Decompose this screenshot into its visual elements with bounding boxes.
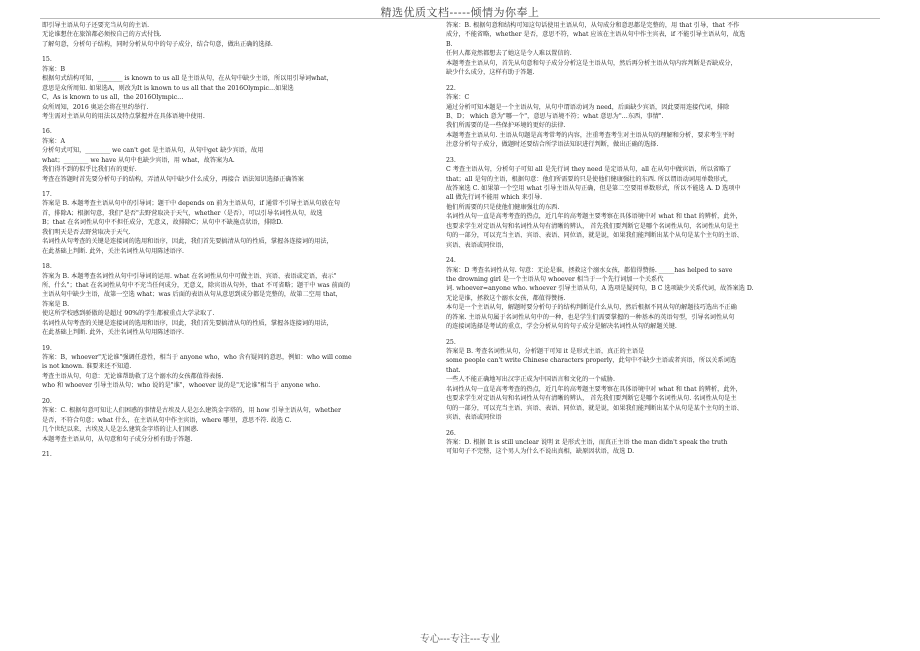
text-line: what；________ we have 从句中也缺少宾语，用 what，故答案为A. [42,156,235,164]
text-line: 也要求学生对定语从句和名词性从句有清晰的辨认， 首先我们要判断它是哪个名词性从句. 名词性从句是主 [446,395,737,403]
text-line: 本句是一个主语从句，解题时要分析句子的结构判断是什么从句，然后根据不同从句的解题技巧选出不正确 [446,304,737,312]
text-line: 答案是 B. 本题考查主语从句中的引导词；题干中 depends on 前为主语从句，if 通常不引导主语从句放在句 [42,200,340,208]
text-line: 宾语、表语或同位语 [446,414,502,422]
text-line: 21. [42,450,52,458]
text-line: 使这所学校感到骄傲的是超过 90%的学生都被重点大学录取了. [42,310,215,318]
text-line: 24. [446,257,456,265]
text-line: 我们明天是否去野营取决于天气. [42,228,131,236]
header-divider [40,18,880,19]
text-line: 本题考查主语从句，从句意和句子成分分析有助于答题. [42,435,193,443]
text-line: 注意分析句子成分，做题时还要结合所学语法知识进行判断，做出正确的选择. [446,141,659,149]
text-line: B. [446,40,453,48]
text-line: C 考查主语从句，分析句子可知 all 是先行词 they need 是定语从句，all 在从句中做宾语，所以省略了 [446,166,732,174]
text-line: the drowning girl 是一个主语从句 whoever 相当于一个先行词加一个关系代 [446,275,664,283]
text-line: 16. [42,128,52,136]
text-line: 名词性从句考查的关键是连接词的选用和语序，因此，我们首先要搞清从句的性质，掌握各连接词的用法， [42,319,333,327]
text-line: 19. [42,344,52,352]
text-line: that. [446,366,461,374]
text-line: 根据句式结构可知，________ is known to us all 是主语从句，在从句中缺少主语，所以用引导词what， [42,75,333,83]
text-line: 答案：B，whoever"无论谁"强调任意性，相当于 anyone who，who 含有疑问的意思，例如：who will come [42,354,352,361]
text-line: who 和 whoever 引导主语从句；who 说的是"谁"，whoever 说的是"无论谁"相当于 anyone who. [42,382,321,390]
text-line: 在此基础上判断. 此外，关注名词性从句用陈述语序. [42,329,185,337]
text-line: B、D； which 意为"哪一个"，意思与语境不符；what 意思为"…东西，事情". [446,112,664,120]
text-line: 无论谁想住在旅馆都必须按自己的方式付钱. [42,31,162,39]
left-column [42,21,452,459]
text-line: 主语从句中缺少主语，故第一空选 what；was 后面的表语从句从意思到成分都是完整的，故第二空用 that， [42,291,342,299]
text-line: 25. [446,338,456,346]
text-line: 故答案选 C. 如果第一个空用 what 引导主语从句正确，但是第二空要用单数形式，所以不能选 A. D 选项中 [446,185,741,192]
text-line: 23. [446,156,456,164]
text-line: 名词性从句一直是高考考查的热点，近几年的高考题主要考察在具体语境中对 what 和 that 的辨析，此外， [446,385,742,393]
text-line: 的答案. 主语从句属于名词性从句中的一种，也是学生们需要掌握的一种基本的英语句型，引导名词性从句 [446,313,735,321]
text-line: 答案：D. 根据 It is still unclear 说明 it 是形式主语，而真正主语 the man didn't speak the truth [446,438,728,446]
text-line: 在此基础上判断. 此外，关注名词性从句用陈述语序. [42,247,185,255]
page-footer: 专心---专注---专业 [419,634,501,645]
text-line: 我们得不到的似乎比我们有的更好. [42,166,137,174]
text-line: 考生需对主语从句的用法以及特点掌握并在具体语境中使用. [42,112,205,120]
text-line: 15. [42,56,52,64]
text-line: that；all 是句的主语，根据句意：他们所需要的只是使他们健康强壮的东西. 所以谓语动词用单数形式， [446,175,733,183]
text-line: 17. [42,191,52,198]
text-line: C，As is known to us all，the 2016Olympic… [42,94,184,102]
text-line: 可知句子不完整，这个男人为什么不说出真相，缺原因状语，故选 D. [446,448,635,456]
text-line: 几个世纪以来，古埃及人是怎么建筑金字塔的让人们困惑. [42,426,199,434]
text-line: 意思是众所周知. 如果选A，则改为It is known to us all that the 2016Olympic…如果选 [42,84,294,92]
right-column [446,21,856,457]
text-line: 通过分析可知本题是一个主语从句，从句中谓语动词为 need，后面缺少宾语，因此要用连接代词，排除 [446,103,730,111]
text-line: 任何人都竟然都想去了她这是令人难以置信的. [446,50,572,58]
text-line: 本题考查主语从句，首先从句意和句子成分分析这是主语从句，然后再分析主语从句内容判断是否缺成分， [446,59,737,67]
text-line: 本题考查主语从句. 主语从句题是高考常考的内容，注重考查考生对主语从句的理解和分析，要求考生平时 [446,131,735,139]
text-line: 答案：A [42,137,66,145]
text-line: 一些人不能正确地写出汉字正成为中国语言和文化的一个威胁. [446,376,616,384]
text-line: 名词性从句考查的关键是连接词的选用和语序，因此，我们首先要搞清从句的性质，掌握各连接词的用法， [42,238,333,246]
page-header: 精选优质文档-----倾情为你奉上 [380,6,540,19]
text-line: 成分，不能省略，whether 是否，意思不符，what 应该在主语从句中作主宾表，if 不能引导主语从句，故选 [446,31,746,39]
text-line: 的连接词选择是考试的重点，学会分析从句的句子成分是解决名词性从句的解题关键. [446,323,677,331]
text-line: 分析句式可知，________ we can't get 是主语从句，从句中get 缺少宾语，故用 [42,147,264,155]
text-line: 我们所需要的是一些保护环境的更好的法律. [446,122,566,130]
text-line: 众所周知，2016 奥运会将在里约举行. [42,103,149,111]
text-line: 所、什么"；that 在名词性从句中不充当任何成分，无意义，除宾语从句外，that 不可省略；题干中 was 前面的 [42,281,351,289]
text-line: 名词性从句一直是高考考查的热点，近几年的高考题主要考察在具体语境中对 what 和 that 的辨析，此外， [446,213,742,221]
text-line: is not known. 谁要来还不知道. [42,363,132,371]
text-line: 答案为 B. 本题考查名词性从句中引导词的运用. what 在名词性从句中可做主语、宾语、表语或定语，表示" [42,272,337,280]
text-line: 词. whoever=anyone who. whoever 引导主语从句，A 选项是疑问句，B C 选项缺少关系代词，故答案选 D. [446,285,754,293]
text-line: 了解句意，分析句子结构，同时分析从句中的句子成分，结合句意，做出正确的选择. [42,40,273,48]
text-line: 他们所需要的只是使他们健康强壮的东西. [446,203,560,211]
text-line: 考查在答题时首先要分析句子的结构，弄清从句中缺少什么成分，再接合 语法知识选择正确答案 [42,175,304,183]
text-line: 句的一部分，可以充当主语、宾语、表语、同位语，就是说，如果我们能判断出某个从句是某个主句的主语、 [446,404,743,412]
text-line: 无论是谁，拯救这个溺水女孩，都值得赞扬. [446,294,566,302]
text-line: 即引导主语从句子还要充当从句的主语. [42,22,150,29]
text-line: 句的一部分，可以充当主语、宾语、表语、同位语，就是说，如果我们能判断出某个从句是某个主句的主语、 [446,232,743,240]
text-line: 也要求学生对定语从句和名词性从句有清晰的辨认， 首先我们要判断它是哪个名词性从句，名词性从句是主 [446,222,739,230]
text-line: 答案：C [446,94,470,102]
text-line: 答案：B [42,65,66,73]
text-line: all 做先行词不能用 which 来引导. [446,194,543,202]
text-line: 考查主语从句，句意：无论谁帮助救了这个溺水的女孩都值得表扬. [42,372,224,380]
text-line: some people can't write Chinese characters properly，此句中不缺少主语或者宾语，所以关系词选 [446,357,737,365]
text-line: 22. [446,84,456,92]
text-line: 20. [42,397,52,405]
text-line: 26. [446,429,456,437]
text-line: 宾语、表语或同位语， [446,241,508,249]
text-line: 答案：C. 根据句意可知让人们困惑的事情是古埃及人是怎么建筑金字塔的，用 how 引导主语从句，whether [42,407,341,415]
text-line: 缺少什么成分，这样有助于答题. [446,69,535,77]
text-line: 答案：B. 根据句意和结构可知这句话使用主语从句，从句成分和意思都是完整的，用 that 引导，that 不作 [446,22,740,29]
text-line: 18. [42,263,52,271]
text-line: 答案是 B. [42,300,70,308]
text-line: B；that 在名词性从句中不担任成分，无意义，故排除C；从句中不缺施点状语，排除D. [42,219,283,227]
text-line: 答案：D 考查名词性从句. 句意：无论是谁，拯救这个溺水女孩，都值得赞扬. _____has helped to save [446,266,733,274]
text-line: 首，排除A；根据句意，我们"是否"去野营取决于天气，whether（是否），可以引导名词性从句，故选 [42,209,323,217]
text-line: 答案是 B. 考查名词性从句，分析题干可知 it 是形式主语，真正的主语是 [446,348,645,355]
text-line: 是否，不符合句意；what 什么，在主语从句中作主宾语，where 哪里，意思不符. 故选 C. [42,416,292,424]
